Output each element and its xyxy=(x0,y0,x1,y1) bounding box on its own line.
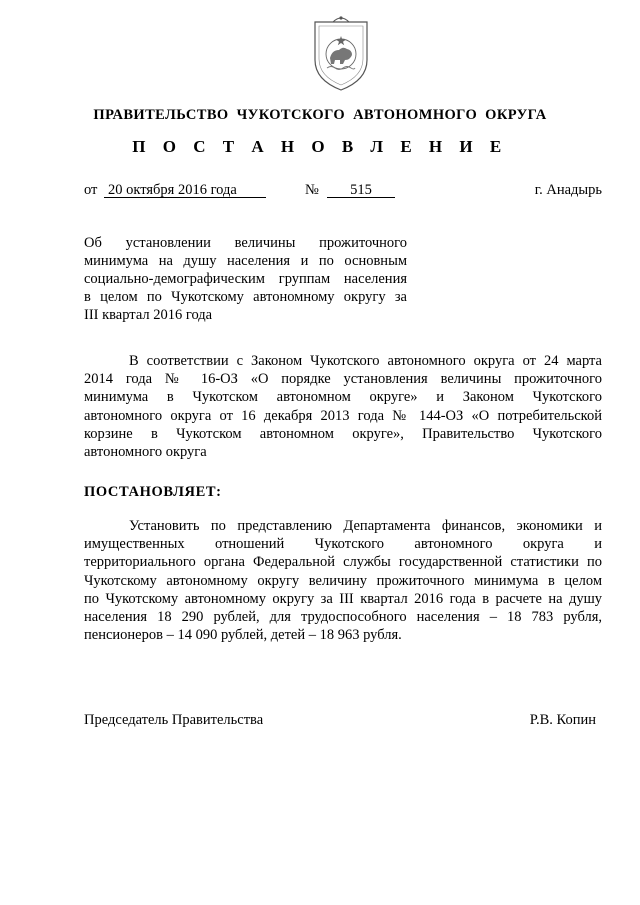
date-prefix: от xyxy=(84,182,98,198)
coat-of-arms-emblem xyxy=(305,14,377,94)
government-title: ПРАВИТЕЛЬСТВО ЧУКОТСКОГО АВТОНОМНОГО ОКРУГА xyxy=(93,107,547,123)
subject-line: в целом по Чукотскому автономному округу за xyxy=(84,289,407,305)
decision-line: населения 18 290 рублей, для трудоспособного населения – 18 783 рубля, xyxy=(84,609,602,626)
subject-line: социально-демографическим группам населения xyxy=(84,271,407,287)
preamble-line: 2014 года № 16-ОЗ «О порядке установления величины прожиточного xyxy=(84,371,602,388)
subject-line: III квартал 2016 года xyxy=(84,307,213,323)
number-sign: № xyxy=(305,182,319,198)
decision-line: Чукотскому автономному округу величину прожиточного минимума в целом xyxy=(84,572,602,589)
decision-line: по Чукотскому автономному округу за III квартал 2016 года в расчете на душу xyxy=(84,590,602,607)
preamble-line: автономного округа от 16 декабря 2013 года № 144-ОЗ «О потребительской xyxy=(84,407,602,424)
preamble-line: В соответствии с Законом Чукотского автономного округа от 24 марта xyxy=(129,353,602,369)
document-date-value: 20 октября 2016 года xyxy=(104,183,266,198)
document-date xyxy=(104,182,266,199)
document-city: г. Анадырь xyxy=(534,182,602,198)
document-number xyxy=(327,182,395,199)
signatory-name: Р.В. Копин xyxy=(529,712,596,728)
subject-line: минимума на душу населения и по основным xyxy=(84,253,407,269)
signatory-position: Председатель Правительства xyxy=(84,712,264,728)
decision-line: пенсионеров – 14 090 рублей, детей – 18 963 рубля. xyxy=(84,627,402,644)
resolve-label: ПОСТАНОВЛЯЕТ: xyxy=(84,484,222,500)
document-type-title: П О С Т А Н О В Л Е Н И Е xyxy=(132,137,508,156)
coat-of-arms-icon xyxy=(305,14,377,94)
decision-paragraph xyxy=(84,517,602,644)
document-subject xyxy=(84,234,407,324)
preamble-line: минимума в Чукотском автономном округе» и Законом Чукотского xyxy=(84,389,602,406)
preamble-line: корзине в Чукотском автономном округе», Правительство Чукотского xyxy=(84,425,602,442)
preamble-line: автономного округа xyxy=(84,444,207,461)
subject-line: Об установлении величины прожиточного xyxy=(84,235,407,251)
decision-line: территориального органа Федеральной службы государственной статистики по xyxy=(84,554,602,571)
decision-line: имущественных отношений Чукотского автономного округа и xyxy=(84,536,602,553)
decision-line: Установить по представлению Департамента финансов, экономики и xyxy=(129,518,602,534)
preamble-paragraph xyxy=(84,352,602,461)
document-number-value: 515 xyxy=(327,183,395,198)
